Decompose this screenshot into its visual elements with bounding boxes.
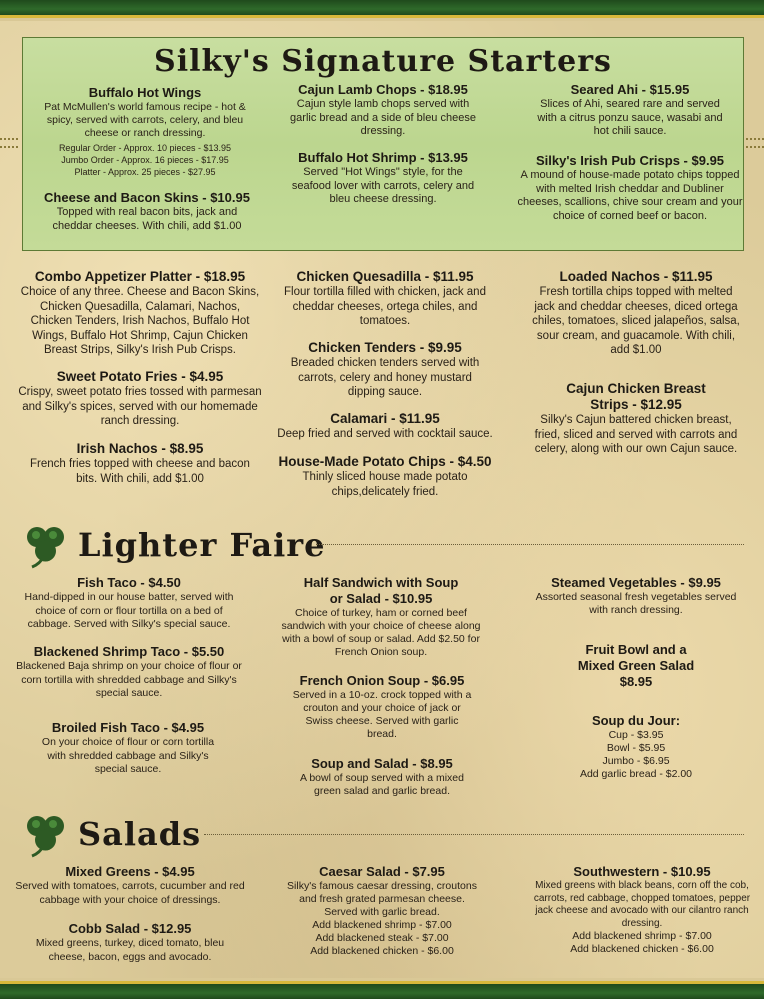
side-ornament-right: [746, 138, 764, 148]
item-option: Regular Order - Approx. 10 pieces - $13.95: [58, 143, 232, 153]
item-option: Add blackened shrimp - $7.00: [312, 919, 452, 931]
item-desc: Assorted seasonal fresh vegetables served with ranch dressing.: [535, 591, 737, 616]
item-name: Caesar Salad - $7.95: [319, 864, 445, 879]
item-option: Add blackened chicken - $6.00: [310, 945, 454, 957]
menu-item-caesar-salad: [282, 864, 482, 958]
item-name: Fruit Bowl and a Mixed Green Salad $8.95: [577, 642, 695, 689]
menu-item-cheese-bacon-skins: [38, 190, 256, 233]
menu-item-chicken-quesadilla: [278, 269, 492, 329]
item-name: French Onion Soup - $6.95: [299, 673, 465, 688]
item-desc: Thinly sliced house made potato chips,delicately fried.: [302, 471, 468, 498]
menu-item-chicken-tenders: [278, 340, 492, 400]
item-name: Silky's Irish Pub Crisps - $9.95: [535, 153, 725, 168]
menu-item-soup-and-salad: [292, 756, 472, 798]
menu-item-buffalo-wings: [30, 85, 260, 178]
menu-item-mixed-greens: [14, 864, 246, 907]
item-name: Chicken Quesadilla - $11.95: [296, 269, 474, 284]
menu-item-southwestern: [532, 864, 752, 955]
item-desc: Blackened Baja shrimp on your choice of flour or corn tortilla with shredded cabbage and Silky's special sauce.: [16, 660, 242, 699]
item-name: Steamed Vegetables - $9.95: [551, 575, 721, 590]
menu-item-french-onion-soup: [292, 673, 472, 741]
item-desc: On your choice of flour or corn tortilla with shredded cabbage and Silky's special sauce.: [41, 736, 215, 775]
item-option: Jumbo Order - Approx. 16 pieces - $17.95: [61, 155, 229, 165]
salads-title: Salads: [78, 815, 202, 853]
lighter-faire-title: Lighter Faire: [78, 526, 326, 564]
item-name: Cajun Chicken Breast Strips - $12.95: [566, 381, 706, 412]
item-desc: Mixed greens, turkey, diced tomato, bleu cheese, bacon, eggs and avocado.: [35, 937, 225, 963]
item-name: Chicken Tenders - $9.95: [308, 340, 462, 355]
menu-item-blackened-shrimp-taco: [14, 644, 244, 701]
menu-item-half-sandwich: [276, 575, 486, 659]
item-desc: French fries topped with cheese and bacon bits. With chili, add $1.00: [30, 458, 250, 485]
item-desc: Breaded chicken tenders served with carrots, celery and honey mustard dipping sauce.: [290, 357, 480, 398]
bottom-border: [0, 981, 764, 999]
item-desc: Mixed greens with black beans, corn off the cob, carrots, red cabbage, chopped tomatoes, pepper jack cheese and avocado with our cilantro ranch dressing.: [533, 880, 751, 929]
item-option: Add blackened chicken - $6.00: [570, 942, 714, 955]
item-name: Buffalo Hot Shrimp - $13.95: [298, 150, 468, 165]
item-desc: Silky's famous caesar dressing, croutons and fresh grated parmesan cheese. Served with garlic bread.: [287, 880, 477, 918]
shamrock-icon: [20, 520, 72, 570]
menu-item-cajun-chicken-strips: [534, 381, 738, 457]
item-name: Cobb Salad - $12.95: [68, 921, 192, 936]
item-desc: Crispy, sweet potato fries tossed with parmesan and Silky's spices, served with our homemade ranch dressing.: [18, 386, 262, 427]
item-option: Add blackened shrimp - $7.00: [572, 930, 712, 942]
item-name: Calamari - $11.95: [330, 411, 440, 426]
item-desc: Deep fried and served with cocktail sauce.: [277, 428, 493, 440]
item-name: Broiled Fish Taco - $4.95: [51, 720, 205, 735]
menu-item-steamed-vegetables: [530, 575, 742, 617]
item-desc: Topped with real bacon bits, jack and cheddar cheeses. With chili, add $1.00: [52, 206, 242, 232]
item-name: House-Made Potato Chips - $4.50: [278, 454, 492, 469]
item-name: Sweet Potato Fries - $4.95: [56, 369, 224, 384]
menu-item-loaded-nachos: [530, 269, 742, 358]
menu-item-calamari: [272, 411, 498, 442]
top-border: [0, 0, 764, 18]
lighter-faire-heading: [20, 520, 326, 570]
menu-item-cajun-lamb-chops: [290, 82, 476, 139]
menu-item-combo-platter: [18, 269, 262, 358]
item-name: Combo Appetizer Platter - $18.95: [34, 269, 246, 284]
item-option: Platter - Approx. 25 pieces - $27.95: [74, 167, 216, 177]
item-desc: A bowl of soup served with a mixed green salad and garlic bread.: [299, 772, 464, 797]
item-name: Southwestern - $10.95: [573, 864, 711, 879]
menu-item-broiled-fish-taco: [38, 720, 218, 777]
item-name: Fish Taco - $4.50: [77, 575, 181, 590]
shamrock-icon: [20, 809, 72, 859]
item-desc: Flour tortilla filled with chicken, jack and cheddar cheeses, ortega chiles, and tomatoes.: [284, 286, 486, 327]
item-desc: Served "Hot Wings" style, for the seafood lover with carrots, celery and bleu cheese dressing.: [291, 166, 475, 205]
item-desc: Served with tomatoes, carrots, cucumber and red cabbage with your choice of dressings.: [15, 880, 245, 906]
menu-item-seared-ahi: [530, 82, 730, 139]
menu-item-buffalo-hot-shrimp: [290, 150, 476, 207]
item-name: Irish Nachos - $8.95: [76, 441, 204, 456]
item-option: Cup - $3.95: [608, 729, 664, 741]
item-name: Soup and Salad - $8.95: [311, 756, 453, 771]
item-desc: Slices of Ahi, seared rare and served with a citrus ponzu sauce, wasabi and hot chili sauce.: [537, 98, 723, 137]
item-name: Mixed Greens - $4.95: [65, 864, 195, 879]
menu-item-irish-nachos: [18, 441, 262, 486]
menu-item-fish-taco: [14, 575, 244, 632]
menu-item-cobb-salad: [26, 921, 234, 964]
item-desc: Choice of any three. Cheese and Bacon Skins, Chicken Quesadilla, Calamari, Nachos, Chicken Tenders, Irish Nachos, Buffalo Hot Wings, Buffalo Hot Shrimp, Cajun Chicken Breast Strips, Silky's Irish Pub Crisps.: [20, 286, 260, 356]
side-ornament-left: [0, 138, 18, 148]
item-desc: Cajun style lamb chops served with garlic bread and a side of bleu cheese dressing.: [290, 98, 476, 137]
menu-item-soup-du-jour: [560, 713, 712, 781]
item-name: Cheese and Bacon Skins - $10.95: [44, 190, 250, 205]
item-option: Add garlic bread - $2.00: [579, 768, 693, 780]
item-option: Bowl - $5.95: [606, 742, 666, 754]
item-desc: Choice of turkey, ham or corned beef sandwich with your choice of cheese along with a bowl of soup or salad. Add $2.50 for French Onion soup.: [281, 607, 481, 658]
item-option: Jumbo - $6.95: [602, 755, 670, 767]
menu-item-sweet-potato-fries: [18, 369, 262, 429]
menu-item-potato-chips: [278, 454, 492, 499]
section-divider: [316, 544, 744, 545]
starters-title: Silky's Signature Starters: [154, 44, 612, 79]
menu-item-irish-pub-crisps: [514, 153, 746, 223]
item-desc: Pat McMullen's world famous recipe - hot & spicy, served with carrots, celery, and bleu cheese or ranch dressing.: [44, 101, 246, 139]
item-name: Soup du Jour:: [591, 713, 681, 728]
salads-heading: [20, 809, 201, 859]
item-name: Buffalo Hot Wings: [88, 85, 202, 100]
item-name: Loaded Nachos - $11.95: [559, 269, 713, 284]
item-name: Cajun Lamb Chops - $18.95: [298, 82, 468, 97]
item-name: Blackened Shrimp Taco - $5.50: [33, 644, 225, 659]
item-name: Seared Ahi - $15.95: [570, 82, 690, 97]
section-divider: [204, 834, 744, 835]
item-desc: Hand-dipped in our house batter, served with choice of corn or flour tortilla on a bed of cabbage. Served with Silky's special sauce.: [24, 591, 234, 630]
item-name: Half Sandwich with Soup or Salad - $10.95: [303, 575, 459, 606]
item-desc: Served in a 10-oz. crock topped with a crouton and your choice of jack or Swiss cheese. Served with garlic bread.: [292, 689, 472, 740]
menu-item-fruit-bowl: [568, 642, 704, 690]
item-option: Add blackened steak - $7.00: [315, 932, 449, 944]
item-desc: A mound of house-made potato chips topped with melted Irish cheddar and Dubliner cheeses, scallions, chive sour cream and your choice of corned beef or bacon.: [517, 169, 743, 222]
item-desc: Fresh tortilla chips topped with melted jack and cheddar cheeses, diced ortega chiles, tomatoes, sliced jalapeños, salsa, sour cream, and guacamole. With chili, add $1.00: [532, 286, 740, 356]
item-desc: Silky's Cajun battered chicken breast, fried, sliced and served with carrots and celery, along with our own Cajun sauce.: [534, 414, 738, 455]
